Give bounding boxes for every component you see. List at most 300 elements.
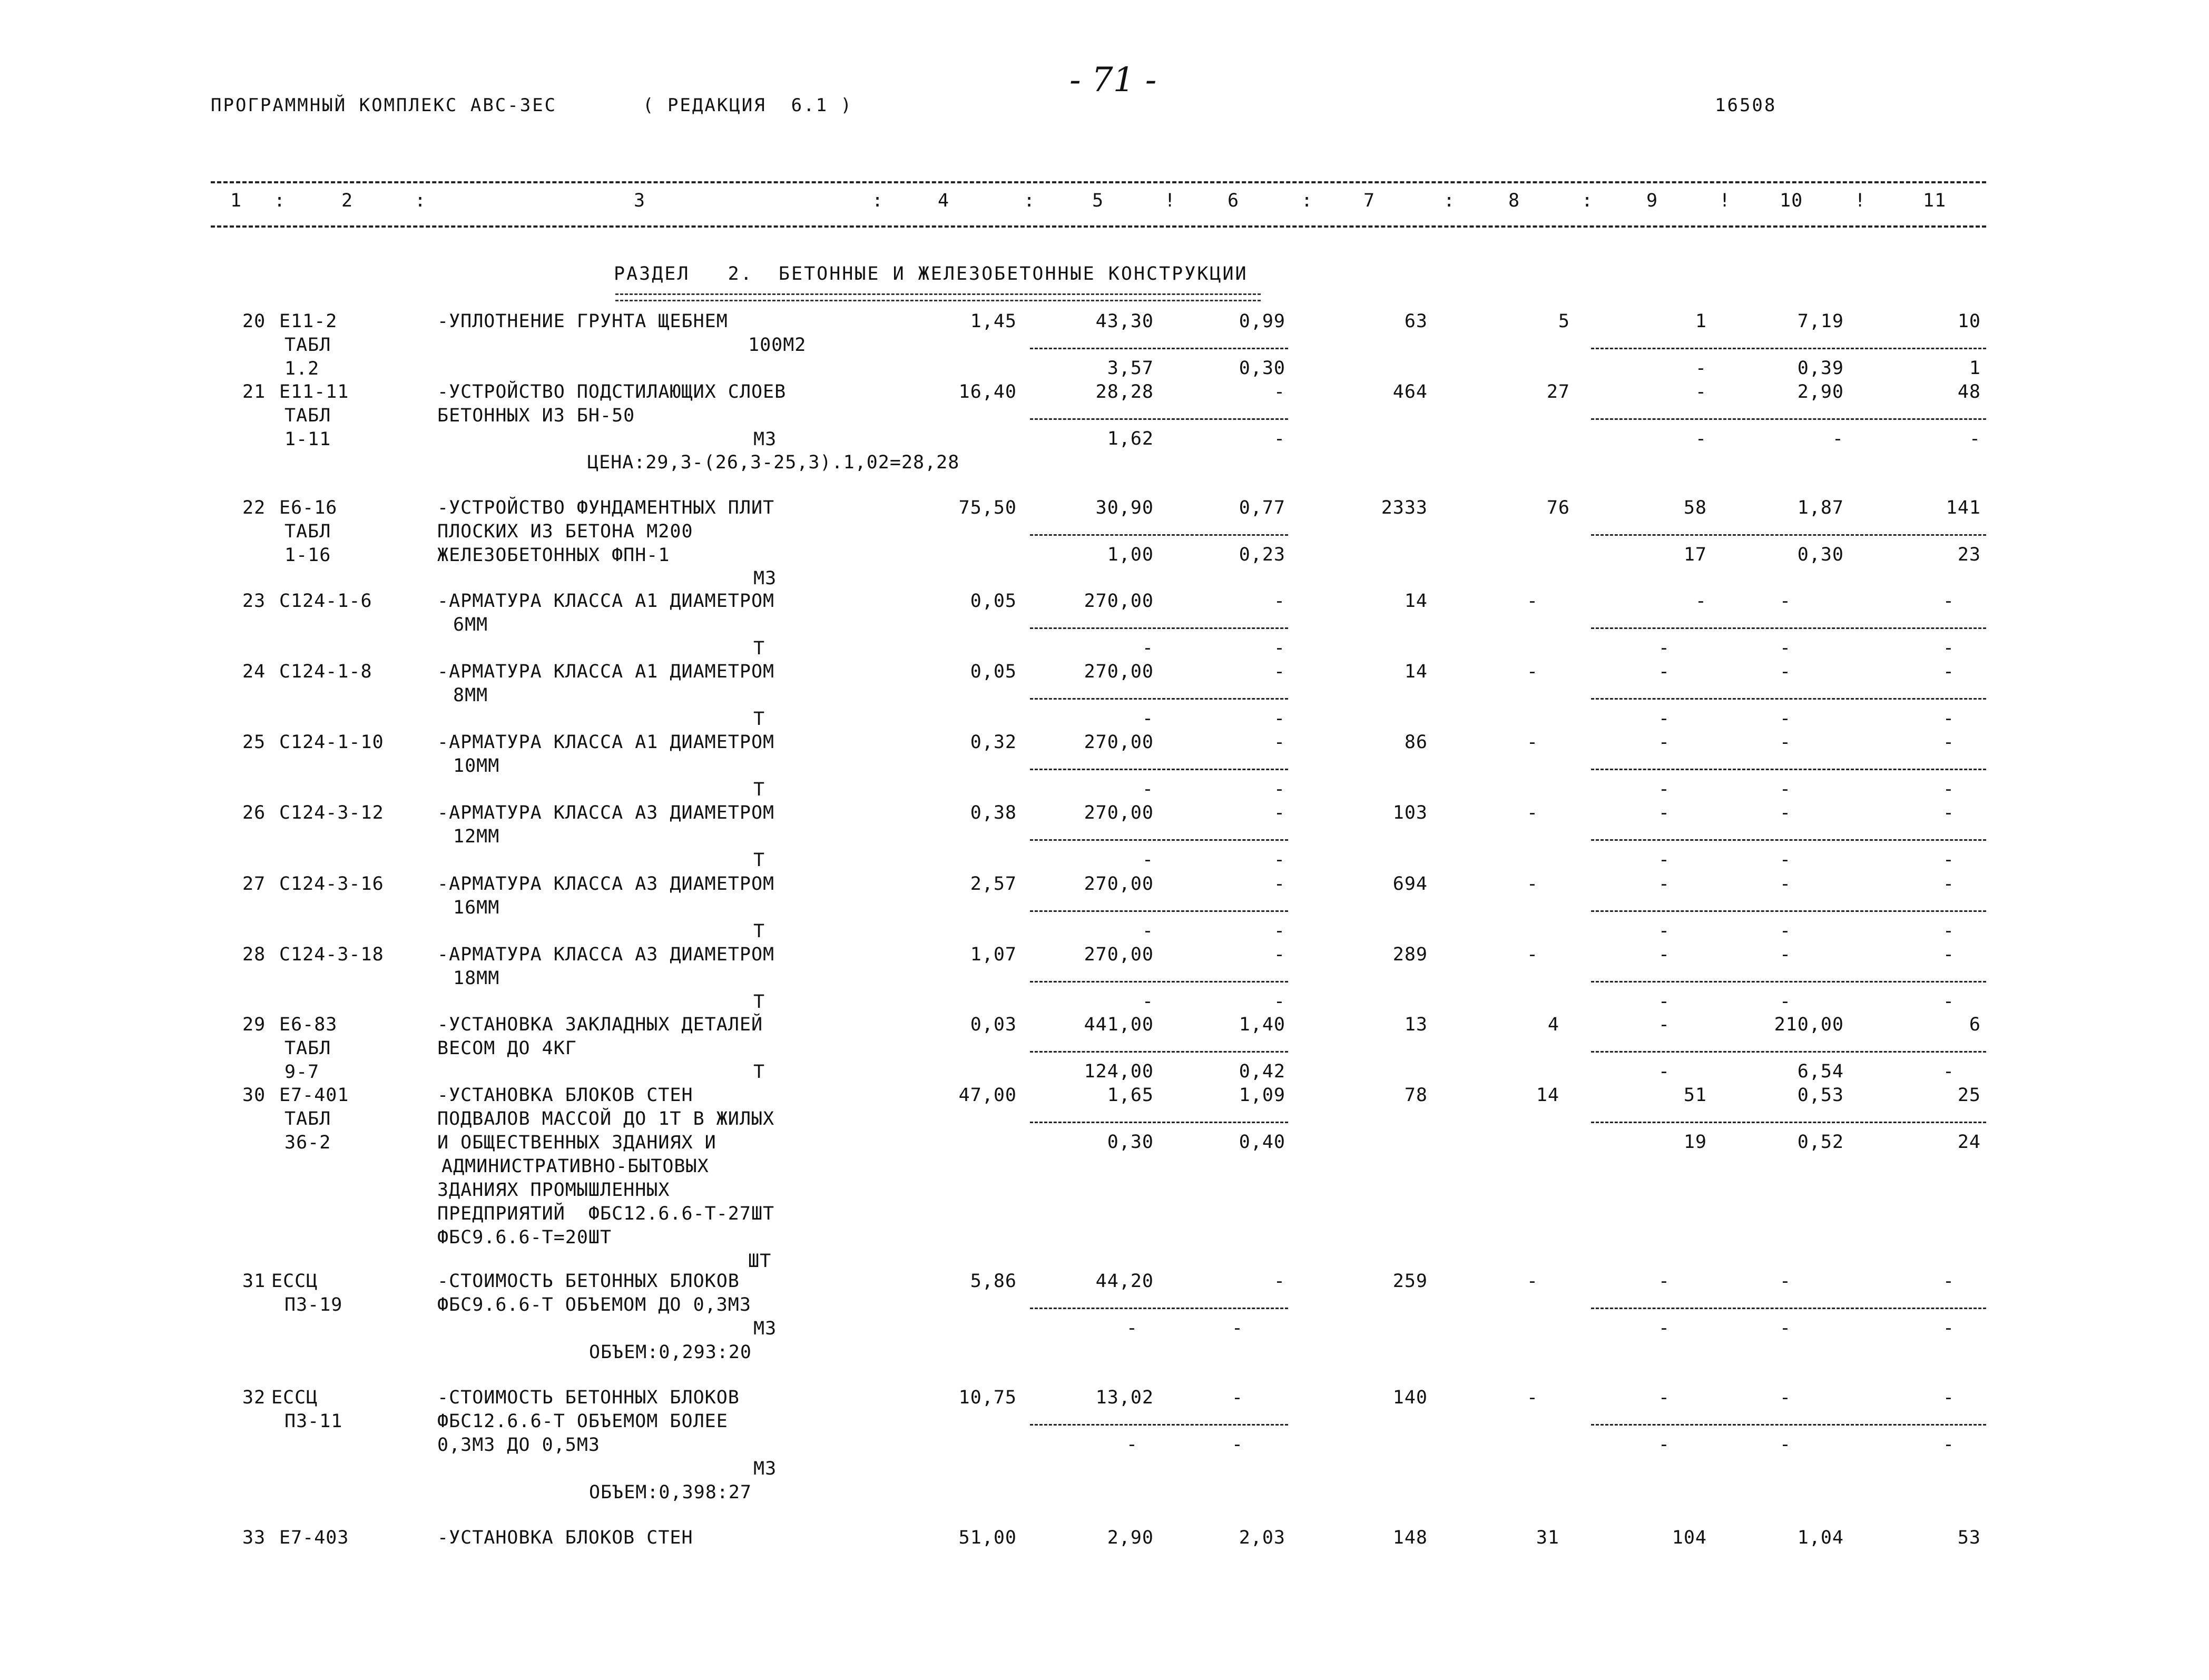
row-divider [1591,1308,1986,1309]
col11-value-2: 24 [1957,1132,1981,1153]
col8-value: - [1526,661,1538,682]
rate-code: Е11-11 [279,381,349,402]
header-rule-bottom [211,225,1986,228]
work-description-line2: 18ММ [453,968,500,989]
work-description-line2: ВЕСОМ ДО 4КГ [437,1038,577,1059]
row-divider [1030,698,1288,700]
col9-value: 1 [1695,311,1707,332]
col9-value-2: - [1695,358,1707,379]
col11-value: - [1942,1271,1955,1292]
work-description-line3: И ОБЩЕСТВЕННЫХ ЗДАНИЯХ И [437,1132,716,1153]
rate-code-line2: П3-11 [284,1411,343,1432]
row-number: 23 [242,591,266,612]
work-description-line7: ФБС9.6.6-Т=20ШТ [437,1227,612,1248]
col10-value-2: - [1779,991,1791,1012]
col9-value-2: - [1695,428,1707,449]
row-number: 33 [242,1527,266,1548]
row-divider [1030,769,1288,770]
work-description: -АРМАТУРА КЛАССА А3 ДИАМЕТРОМ [437,944,775,965]
col10-value-2: - [1779,1434,1791,1455]
col-sep: : [415,190,427,211]
row-divider [1591,769,1986,770]
unit: М3 [753,568,777,589]
col5-value: 270,00 [1084,873,1154,895]
col5-value: 30,90 [1095,497,1154,518]
col6-value: - [1273,873,1285,895]
col10-value: - [1779,1387,1791,1408]
col-sep: : [274,190,286,211]
row-divider [1030,839,1288,841]
col5-value: 2,90 [1107,1527,1154,1548]
col8-value: - [1526,944,1538,965]
col7-value: 140 [1392,1387,1428,1408]
rate-code: ЕССЦ [271,1387,318,1408]
col-9: 9 [1646,190,1658,211]
work-description-line2: БЕТОННЫХ ИЗ БН-50 [437,405,635,426]
col10-value: 210,00 [1774,1014,1844,1035]
col5-value-2: 1,00 [1107,544,1154,565]
col6-value: 0,99 [1239,311,1285,332]
col6-value-2: 0,23 [1239,544,1285,565]
unit: М3 [753,1458,777,1479]
unit: Т [753,850,765,871]
col11-value: - [1942,591,1955,612]
row-divider [1591,418,1986,420]
col5-value: 43,30 [1095,311,1154,332]
row-divider [1591,1122,1986,1123]
col11-value-2: - [1942,708,1955,729]
quantity: 0,03 [970,1014,1017,1035]
col8-value: - [1526,1271,1538,1292]
col9-value-2: - [1658,1434,1670,1455]
unit: ШТ [748,1251,772,1272]
col6-value: - [1231,1387,1243,1408]
col10-value-2: - [1779,637,1791,659]
col6-value: 1,40 [1239,1014,1285,1035]
col6-value-2: - [1273,637,1285,659]
col8-value: 5 [1558,311,1570,332]
work-description: -АРМАТУРА КЛАССА А1 ДИАМЕТРОМ [437,732,775,753]
col10-value-2: - [1779,1318,1791,1339]
col8-value: - [1526,732,1538,753]
col5-value: 270,00 [1084,661,1154,682]
col9-value-2: - [1658,920,1670,941]
row-divider [1030,627,1288,629]
page-number: - 71 - [1069,61,1157,100]
col5-value-2: - [1126,1434,1138,1455]
rate-code: ЕССЦ [271,1271,318,1292]
col5-value: 270,00 [1084,732,1154,753]
work-description: -УСТРОЙСТВО ФУНДАМЕНТНЫХ ПЛИТ [437,497,775,518]
row-number: 30 [242,1085,266,1106]
work-description-line6: ПРЕДПРИЯТИЙ ФБС12.6.6-Т-27ШТ [437,1203,775,1224]
unit: Т [753,779,765,800]
work-description: -УСТАНОВКА БЛОКОВ СТЕН [437,1085,693,1106]
col6-value-2: 0,42 [1239,1061,1285,1082]
quantity: 51,00 [958,1527,1017,1548]
col10-value-2: - [1779,779,1791,800]
col7-value: 464 [1392,381,1428,402]
unit: М3 [753,1318,777,1339]
row-divider [1591,910,1986,912]
col8-value: 4 [1547,1014,1559,1035]
volume-note: ОБЪЕМ:0,293:20 [589,1342,752,1363]
col9-value: - [1695,591,1707,612]
col11-value: 48 [1957,381,1981,402]
rate-code: Е6-16 [279,497,338,518]
quantity: 2,57 [970,873,1017,895]
col6-value-2: 0,40 [1239,1132,1285,1153]
col10-value: - [1779,1271,1791,1292]
col-sep: ! [1164,190,1176,211]
col11-value-2: - [1942,920,1955,941]
col6-value-2: - [1273,849,1285,870]
col-7: 7 [1363,190,1376,211]
col6-value: - [1273,661,1285,682]
col9-value-2: - [1658,1061,1670,1082]
col10-value: 2,90 [1797,381,1844,402]
rate-code: С124-1-8 [279,661,372,682]
row-divider [1030,348,1288,349]
col7-value: 78 [1404,1085,1428,1106]
col11-value-2: - [1942,1061,1955,1082]
rate-code: Е7-403 [279,1527,349,1548]
col5-value: 28,28 [1095,381,1154,402]
col9-value: - [1658,732,1670,753]
col6-value: - [1273,1271,1285,1292]
row-divider [1030,981,1288,983]
col8-value: - [1526,873,1538,895]
col10-value: - [1779,873,1791,895]
col6-value: - [1273,944,1285,965]
col-sep: : [1582,190,1594,211]
quantity: 0,38 [970,802,1017,823]
col7-value: 259 [1392,1271,1428,1292]
work-description: -УПЛОТНЕНИЕ ГРУНТА ЩЕБНЕМ [437,311,728,332]
col-3: 3 [634,190,646,211]
col10-value: - [1779,591,1791,612]
col5-value-2: 3,57 [1107,358,1154,379]
col-5: 5 [1092,190,1104,211]
row-divider [1591,348,1986,349]
col11-value: - [1942,1387,1955,1408]
quantity: 16,40 [958,381,1017,402]
col8-value: - [1526,802,1538,823]
col11-value: - [1942,661,1955,682]
col5-value-2: - [1142,920,1154,941]
quantity: 10,75 [958,1387,1017,1408]
price-formula: ЦЕНА:29,3-(26,3-25,3).1,02=28,28 [587,452,960,473]
col9-value: 104 [1672,1527,1707,1548]
col5-value: 1,65 [1107,1085,1154,1106]
col10-value-2: - [1779,849,1791,870]
unit: Т [753,1062,765,1083]
rate-code-line2: ТАБЛ [284,1038,331,1059]
col11-value-2: - [1942,1434,1955,1455]
col8-value: - [1526,591,1538,612]
col9-value: - [1658,802,1670,823]
row-divider [1030,910,1288,912]
work-description-line2: ПОДВАЛОВ МАССОЙ ДО 1Т В ЖИЛЫХ [437,1108,775,1129]
unit: Т [753,991,765,1013]
col5-value: 270,00 [1084,944,1154,965]
col-1: 1 [230,190,242,211]
rate-code-line2: ТАБЛ [284,335,331,356]
col10-value: - [1779,732,1791,753]
rate-code: Е7-401 [279,1085,349,1106]
rate-code-line3: 1.2 [284,358,320,379]
row-divider [1030,1122,1288,1123]
rate-code-line3: 1-16 [284,545,331,566]
col10-value: - [1779,802,1791,823]
row-number: 22 [242,497,266,518]
col5-value-2: - [1126,1318,1138,1339]
col11-value: 53 [1957,1527,1981,1548]
work-description-line5: ЗДАНИЯХ ПРОМЫШЛЕННЫХ [437,1180,670,1201]
col10-value-2: 0,30 [1797,544,1844,565]
col7-value: 14 [1404,591,1428,612]
quantity: 0,32 [970,732,1017,753]
col6-value-2: - [1231,1318,1243,1339]
rate-code: Е11-2 [279,311,338,332]
col5-value-2: 1,62 [1107,428,1154,449]
col9-value-2: - [1658,637,1670,659]
unit: Т [753,709,765,730]
col9-value-2: - [1658,1318,1670,1339]
col10-value-2: - [1832,428,1844,449]
rate-code: Е6-83 [279,1014,338,1035]
col10-value: 1,87 [1797,497,1844,518]
work-description-line3: ЖЕЛЕЗОБЕТОННЫХ ФПН-1 [437,545,670,566]
row-divider [1591,981,1986,983]
col-10: 10 [1780,190,1803,211]
col5-value-2: 0,30 [1107,1132,1154,1153]
edition-label: ( РЕДАКЦИЯ 6.1 ) [643,95,853,116]
col11-value-2: 1 [1969,358,1981,379]
program-title: ПРОГРАММНЫЙ КОМПЛЕКС АВС-3ЕС [211,95,557,116]
row-divider [1591,534,1986,536]
row-divider [1030,418,1288,420]
quantity: 1,45 [970,311,1017,332]
col10-value-2: 0,39 [1797,358,1844,379]
col-11: 11 [1923,190,1947,211]
col-sep: : [1024,190,1036,211]
rate-code: С124-1-10 [279,732,384,753]
col6-value: 1,09 [1239,1085,1285,1106]
col10-value-2: - [1779,920,1791,941]
col9-value: - [1658,1014,1670,1035]
col11-value: - [1942,732,1955,753]
col6-value-2: - [1273,920,1285,941]
rate-code-line3: 9-7 [284,1062,320,1083]
col7-value: 14 [1404,661,1428,682]
quantity: 75,50 [958,497,1017,518]
col9-value: - [1658,944,1670,965]
col10-value: 0,53 [1797,1085,1844,1106]
col6-value: 0,77 [1239,497,1285,518]
col9-value: - [1658,1271,1670,1292]
rate-code: С124-1-6 [279,591,372,612]
col5-value: 44,20 [1095,1271,1154,1292]
rate-code-line2: ТАБЛ [284,405,331,426]
col11-value: 25 [1957,1085,1981,1106]
work-description-line2: 10ММ [453,755,500,777]
row-divider [1591,627,1986,629]
col9-value: - [1695,381,1707,402]
col11-value: - [1942,802,1955,823]
work-description-line2: 6ММ [453,614,488,635]
col10-value: - [1779,944,1791,965]
col6-value: - [1273,802,1285,823]
col6-value: - [1273,732,1285,753]
col6-value-2: - [1273,991,1285,1012]
row-divider [1030,1424,1288,1426]
col7-value: 694 [1392,873,1428,895]
col10-value: 1,04 [1797,1527,1844,1548]
col-sep: : [1444,190,1456,211]
col7-value: 289 [1392,944,1428,965]
work-description-line4: АДМИНИСТРАТИВНО-БЫТОВЫХ [441,1156,709,1177]
col5-value-2: - [1142,779,1154,800]
row-number: 24 [242,661,266,682]
rate-code-line3: 36-2 [284,1132,331,1153]
rate-code: С124-3-16 [279,873,384,895]
col7-value: 86 [1404,732,1428,753]
col6-value: 2,03 [1239,1527,1285,1548]
col6-value-2: - [1273,779,1285,800]
col11-value: - [1942,873,1955,895]
document-code: 16508 [1715,95,1777,116]
volume-note: ОБЪЕМ:0,398:27 [589,1482,752,1503]
col6-value-2: - [1273,428,1285,449]
row-number: 29 [242,1014,266,1035]
unit: Т [753,638,765,659]
col5-value-2: - [1142,708,1154,729]
col9-value-2: - [1658,708,1670,729]
unit: 100М2 [748,335,807,356]
col11-value: 141 [1946,497,1981,518]
col8-value: 76 [1546,497,1570,518]
col5-value: 270,00 [1084,591,1154,612]
col11-value: 10 [1957,311,1981,332]
work-description: -АРМАТУРА КЛАССА А1 ДИАМЕТРОМ [437,661,775,682]
col7-value: 148 [1392,1527,1428,1548]
work-description-line3: 0,3М3 ДО 0,5М3 [437,1435,601,1456]
col5-value-2: 124,00 [1084,1061,1154,1082]
col5-value-2: - [1142,849,1154,870]
col10-value: - [1779,661,1791,682]
col11-value-2: - [1942,849,1955,870]
col6-value-2: - [1231,1434,1243,1455]
col7-value: 103 [1392,802,1428,823]
col-8: 8 [1508,190,1520,211]
col5-value: 270,00 [1084,802,1154,823]
work-description: -УСТАНОВКА БЛОКОВ СТЕН [437,1527,693,1548]
col6-value-2: - [1273,708,1285,729]
col11-value-2: - [1942,779,1955,800]
quantity: 47,00 [958,1085,1017,1106]
col-sep: : [872,190,884,211]
work-description-line2: ПЛОСКИХ ИЗ БЕТОНА М200 [437,521,693,542]
rate-code-line3: 1-11 [284,429,331,450]
col9-value: - [1658,873,1670,895]
col10-value: 7,19 [1797,311,1844,332]
unit: Т [753,921,765,942]
work-description-line2: 8ММ [453,685,488,706]
col8-value: 31 [1536,1527,1559,1548]
col-sep: ! [1854,190,1867,211]
row-divider [1591,1051,1986,1053]
work-description-line2: 12ММ [453,826,500,847]
col7-value: 63 [1404,311,1428,332]
col10-value-2: 0,52 [1797,1132,1844,1153]
row-number: 25 [242,732,266,753]
row-number: 31 [242,1271,266,1292]
col7-value: 13 [1404,1014,1428,1035]
quantity: 5,86 [970,1271,1017,1292]
work-description: -АРМАТУРА КЛАССА А3 ДИАМЕТРОМ [437,802,775,823]
row-divider [1591,698,1986,700]
rate-code: С124-3-12 [279,802,384,823]
col7-value: 2333 [1381,497,1428,518]
row-number: 32 [242,1387,266,1408]
row-number: 26 [242,802,266,823]
col5-value: 441,00 [1084,1014,1154,1035]
work-description-line2: ФБС12.6.6-Т ОБЪЕМОМ БОЛЕЕ [437,1411,728,1432]
header-rule-top [211,181,1986,183]
rate-code-line2: ТАБЛ [284,521,331,542]
section-double-underline [615,293,1261,301]
col11-value-2: - [1942,637,1955,659]
col9-value-2: - [1658,779,1670,800]
work-description: -УСТАНОВКА ЗАКЛАДНЫХ ДЕТАЛЕЙ [437,1014,763,1035]
col11-value: 6 [1969,1014,1981,1035]
row-divider [1030,1051,1288,1053]
quantity: 0,05 [970,591,1017,612]
col6-value: - [1273,381,1285,402]
rate-code-line2: П3-19 [284,1294,343,1315]
work-description: -СТОИМОСТЬ БЕТОННЫХ БЛОКОВ [437,1387,740,1408]
work-description: -АРМАТУРА КЛАССА А3 ДИАМЕТРОМ [437,873,775,895]
unit: М3 [753,429,777,450]
rate-code-line2: ТАБЛ [284,1108,331,1129]
quantity: 1,07 [970,944,1017,965]
row-divider [1591,839,1986,841]
col-6: 6 [1228,190,1240,211]
col8-value: 14 [1536,1085,1559,1106]
col9-value-2: - [1658,849,1670,870]
col9-value: - [1658,661,1670,682]
col9-value: - [1658,1387,1670,1408]
row-number: 27 [242,873,266,895]
row-number: 28 [242,944,266,965]
col9-value: 51 [1683,1085,1707,1106]
col11-value-2: - [1969,428,1981,449]
col-4: 4 [938,190,950,211]
col9-value-2: 19 [1683,1132,1707,1153]
col6-value-2: 0,30 [1239,358,1285,379]
col10-value-2: 6,54 [1797,1061,1844,1082]
col5-value: 13,02 [1095,1387,1154,1408]
col-2: 2 [341,190,354,211]
col11-value-2: - [1942,1318,1955,1339]
col5-value-2: - [1142,991,1154,1012]
col11-value-2: - [1942,991,1955,1012]
col11-value: - [1942,944,1955,965]
col6-value: - [1273,591,1285,612]
row-divider [1030,534,1288,536]
work-description-line2: 16ММ [453,897,500,918]
